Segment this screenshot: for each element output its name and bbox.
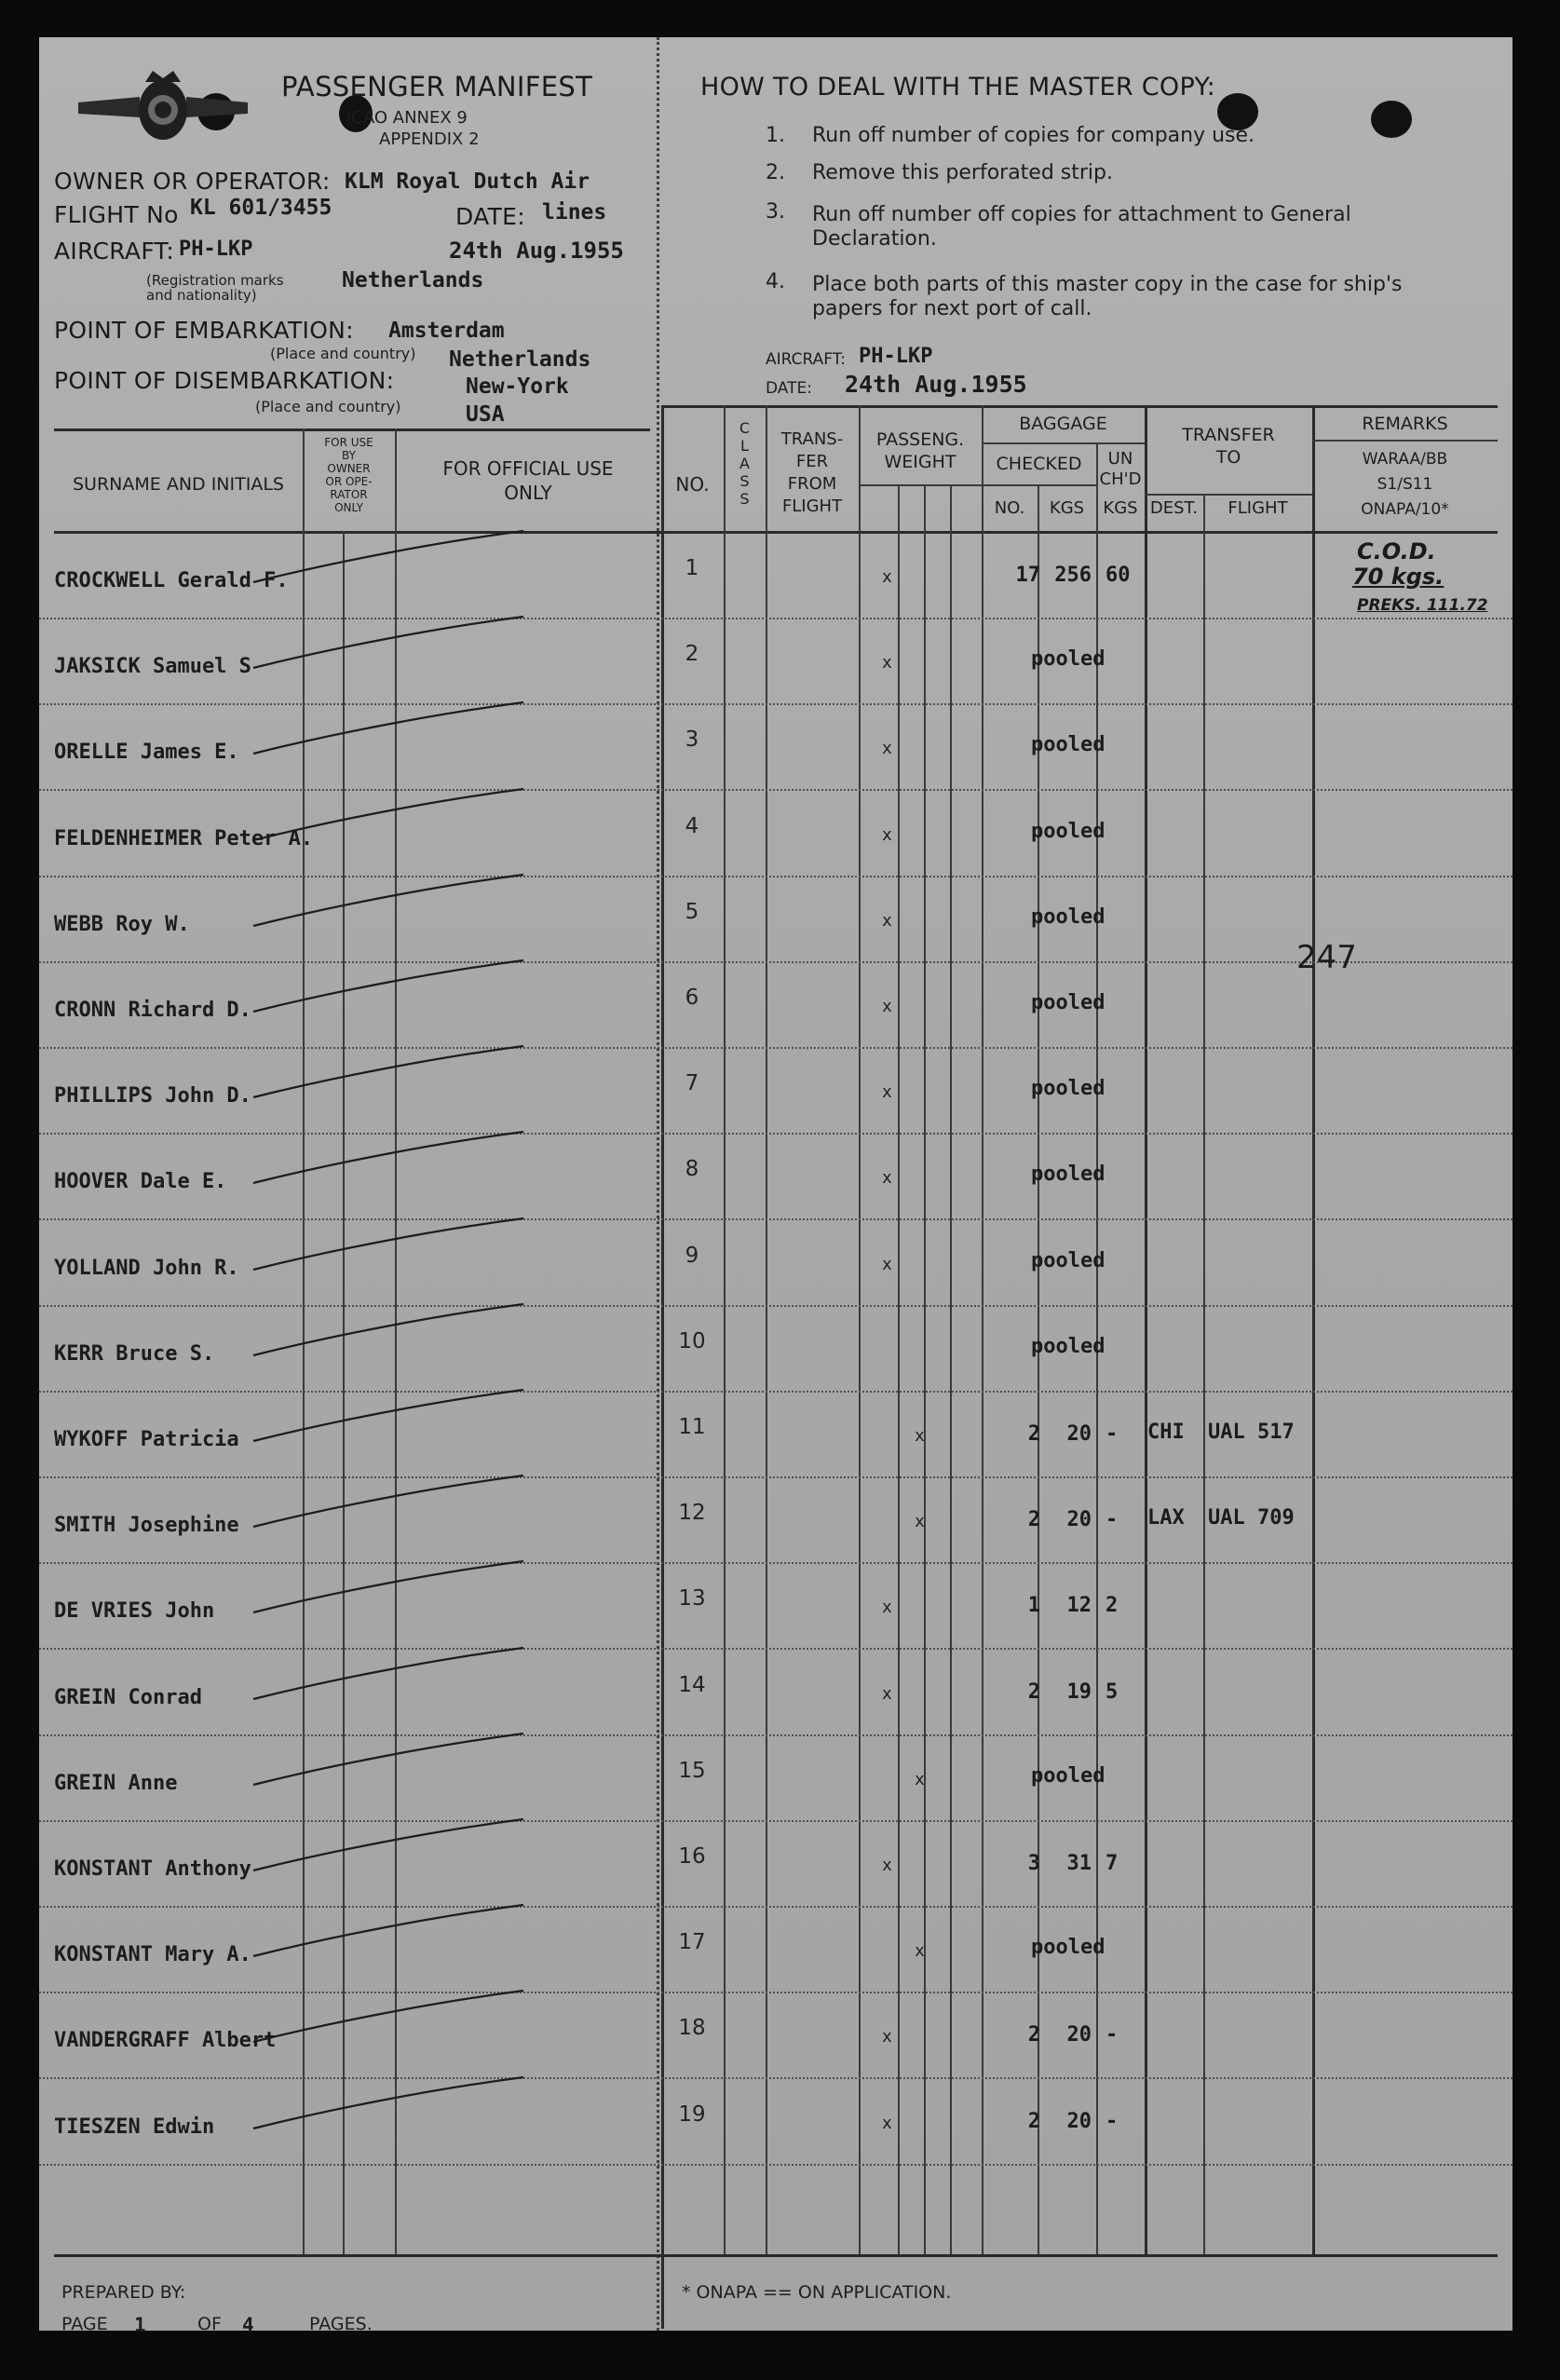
passenger-number: 2 [685, 642, 699, 666]
pen-stroke [244, 2073, 579, 2138]
remark-cod: C.O.D. [1357, 538, 1436, 564]
baggage-pooled: pooled [1031, 1077, 1106, 1100]
pages-label: PAGES. [309, 2314, 373, 2334]
baggage-kgs: 20 [1066, 2023, 1092, 2047]
baggage-count: 2 [1027, 1680, 1040, 1704]
disembark-label: POINT OF DISEMBARKATION: [54, 367, 395, 394]
passenger-number: 6 [685, 986, 699, 1010]
passenger-number: 9 [685, 1244, 699, 1268]
instr-aircraft-value: PH-LKP [859, 345, 933, 368]
passenger-name: FELDENHEIMER Peter A. [54, 827, 314, 850]
weight-mark: x [915, 1770, 925, 1789]
baggage-count: 17 [1015, 564, 1040, 587]
row-divider [39, 2164, 1513, 2166]
weight-mark: x [882, 653, 892, 673]
passenger-number: 18 [678, 2016, 706, 2040]
table-row [39, 536, 1513, 621]
date-label: DATE: [455, 203, 525, 230]
col-remarks: REMARKS [1362, 414, 1448, 434]
table-row [39, 621, 1513, 707]
baggage-pooled: pooled [1031, 647, 1106, 671]
unchecked-kgs: 5 [1106, 1680, 1119, 1704]
baggage-kgs: 19 [1066, 1680, 1092, 1704]
passenger-number: 13 [678, 1586, 706, 1611]
table-row [39, 1738, 1513, 1824]
passenger-number: 16 [678, 1844, 706, 1869]
pen-stroke [244, 1385, 579, 1450]
col-unchd: UN CH'D [1099, 449, 1142, 489]
table-row [39, 1309, 1513, 1394]
passenger-name: CRONN Richard D. [54, 999, 251, 1022]
flight-value: KL 601/3455 [190, 196, 332, 220]
instruction-text: Run off number of copies for company use. [812, 124, 1255, 147]
passenger-number: 14 [678, 1673, 706, 1697]
icao-annex: ICAO ANNEX 9 [346, 108, 468, 128]
onapa-note: * ONAPA == ON APPLICATION. [682, 2282, 952, 2303]
passenger-name: CROCKWELL Gerald F. [54, 569, 289, 592]
owner-label: OWNER OR OPERATOR: [54, 168, 331, 195]
pen-stroke [244, 1214, 579, 1279]
instruction-number: 3. [766, 200, 785, 224]
passenger-name: DE VRIES John [54, 1599, 215, 1623]
remark-kgs: 70 kgs. [1352, 564, 1445, 590]
weight-mark: x [882, 2027, 892, 2047]
pen-stroke [244, 1127, 579, 1192]
embark-value: Amsterdam [388, 319, 505, 343]
checked-rule [982, 484, 1096, 486]
table-top-rule-left [54, 428, 650, 431]
pen-stroke [244, 784, 579, 850]
passenger-name: YOLLAND John R. [54, 1257, 239, 1280]
table-row [39, 1995, 1513, 2081]
col-bag-no: NO. [994, 498, 1025, 518]
table-row [39, 1910, 1513, 1995]
manifest-title: PASSENGER MANIFEST [281, 71, 593, 102]
passenger-name: WYKOFF Patricia [54, 1428, 239, 1451]
passenger-number: 7 [685, 1071, 699, 1095]
passenger-number: 10 [678, 1329, 706, 1353]
passenger-number: 3 [685, 728, 699, 752]
passenger-number: 11 [678, 1415, 706, 1439]
aircraft-nationality: Netherlands [342, 268, 484, 292]
baggage-kgs: 12 [1066, 1594, 1092, 1617]
instructions-title: HOW TO DEAL WITH THE MASTER COPY: [700, 73, 1216, 102]
col-surname: SURNAME AND INITIALS [73, 474, 284, 495]
instruction-text: Remove this perforated strip. [812, 161, 1114, 184]
embark-label: POINT OF EMBARKATION: [54, 317, 354, 344]
of-value: 4 [242, 2314, 254, 2336]
prepared-by: PREPARED BY: [61, 2282, 186, 2303]
col-checked: CHECKED [996, 454, 1082, 474]
weight-mark: x [882, 825, 892, 845]
passenger-number: 17 [678, 1930, 706, 1954]
passenger-name: JAKSICK Samuel S [54, 655, 251, 678]
weight-mark: x [882, 1598, 892, 1617]
weight-mark: x [915, 1941, 925, 1961]
transfer-dest: CHI [1147, 1421, 1185, 1444]
instr-aircraft-label: AIRCRAFT: [766, 350, 846, 369]
baggage-count: 2 [1027, 2110, 1040, 2133]
baggage-count: 1 [1027, 1594, 1040, 1617]
registration-note: (Registration marks and nationality) [146, 272, 284, 304]
col-remarks-sub: WARAA/BB S1/S11 ONAPA/10* [1361, 450, 1449, 519]
passenger-name: GREIN Anne [54, 1772, 178, 1795]
baggage-pooled: pooled [1031, 1163, 1106, 1186]
aircraft-value: PH-LKP [179, 238, 253, 261]
passenger-number: 4 [685, 814, 699, 838]
baggage-rule [982, 442, 1145, 444]
weight-mark: x [882, 997, 892, 1016]
baggage-count: 2 [1027, 1422, 1040, 1446]
table-row [39, 1566, 1513, 1652]
passenger-name: SMITH Josephine [54, 1514, 239, 1537]
klm-crown-logo [75, 65, 251, 149]
col-dest: DEST. [1149, 498, 1199, 518]
col-transfer-to: TRANSFER TO [1182, 425, 1275, 468]
unchecked-kgs: - [1106, 1508, 1119, 1531]
pen-stroke [244, 1299, 579, 1365]
flight-label: FLIGHT No [54, 201, 179, 228]
baggage-pooled: pooled [1031, 905, 1106, 929]
table-row [39, 794, 1513, 879]
unchecked-kgs: - [1106, 2023, 1119, 2047]
baggage-count: 3 [1027, 1852, 1040, 1875]
table-row [39, 1480, 1513, 1566]
baggage-kgs: 20 [1066, 1508, 1092, 1531]
weight-mark: x [882, 1082, 892, 1102]
punch-hole [1371, 101, 1412, 138]
baggage-pooled: pooled [1031, 991, 1106, 1014]
table-row [39, 2082, 1513, 2168]
baggage-pooled: pooled [1031, 733, 1106, 756]
pen-stroke [244, 1557, 579, 1622]
unchecked-kgs: - [1106, 1422, 1119, 1446]
passenger-name: WEBB Roy W. [54, 913, 190, 936]
pen-stroke [244, 956, 579, 1021]
instruction-text: Run off number off copies for attachment to General Declaration. [812, 203, 1351, 251]
instruction-number: 2. [766, 161, 785, 184]
col-transfer-from: TRANS- FER FROM FLIGHT [780, 429, 844, 516]
manifest-date-value: 24th Aug.1955 [449, 238, 624, 264]
weight-mark: x [882, 567, 892, 587]
passenger-number: 12 [678, 1501, 706, 1525]
weight-mark: x [882, 911, 892, 931]
aircraft-label: AIRCRAFT: [54, 238, 175, 265]
table-row [39, 1136, 1513, 1222]
table-bottom-rule [54, 2254, 1498, 2257]
of-label: OF [197, 2314, 222, 2334]
table-row [39, 1824, 1513, 1910]
baggage-kgs: 31 [1066, 1852, 1092, 1875]
col-no: NO. [675, 473, 710, 496]
appendix: APPENDIX 2 [379, 129, 480, 149]
owner-value-continued: lines [542, 200, 607, 224]
remark-preks: PREKS. 111.72 [1357, 596, 1488, 615]
baggage-kgs: 20 [1066, 1422, 1092, 1446]
pen-stroke [244, 1900, 579, 1965]
table-row [39, 1051, 1513, 1136]
instr-date-label: DATE: [766, 379, 812, 398]
remarks-rule [1312, 440, 1498, 442]
instruction-text: Place both parts of this master copy in the case for ship's papers for next port of call. [812, 273, 1403, 320]
pen-stroke [244, 1729, 579, 1794]
passenger-name: GREIN Conrad [54, 1686, 202, 1709]
baggage-pooled: pooled [1031, 1335, 1106, 1358]
instruction-number: 4. [766, 270, 785, 293]
weight-mark: x [882, 1684, 892, 1704]
passenger-number: 8 [685, 1157, 699, 1181]
pen-stroke [244, 612, 579, 677]
table-row [39, 879, 1513, 965]
pen-stroke [244, 1041, 579, 1107]
weight-mark: x [882, 1255, 892, 1274]
col-owner-use: FOR USE BY OWNER OR OPE- RATOR ONLY [324, 436, 373, 514]
pen-stroke [244, 526, 579, 592]
col-unchd-kgs: KGS [1103, 498, 1138, 518]
baggage-kgs: 256 [1054, 564, 1092, 587]
weight-rule [859, 484, 982, 486]
embark-place-note: (Place and country) [270, 345, 416, 362]
table-row [39, 965, 1513, 1051]
instruction-number: 1. [766, 124, 785, 147]
transfer-rule [1145, 494, 1312, 496]
col-official-use: FOR OFFICIAL USE ONLY [442, 457, 614, 504]
disembark-place-note: (Place and country) [255, 398, 401, 415]
passenger-name: TIESZEN Edwin [54, 2115, 215, 2139]
pen-stroke [244, 1815, 579, 1880]
baggage-kgs: 20 [1066, 2110, 1092, 2133]
baggage-pooled: pooled [1031, 1764, 1106, 1788]
passenger-name: KONSTANT Anthony [54, 1857, 251, 1881]
passenger-name: KERR Bruce S. [54, 1342, 215, 1366]
table-top-rule-right [661, 405, 1498, 408]
footer-divider [661, 2254, 664, 2329]
weight-mark: x [882, 2114, 892, 2133]
pen-stroke [244, 1643, 579, 1708]
weight-mark: x [882, 1168, 892, 1188]
instr-date-value: 24th Aug.1955 [845, 371, 1027, 398]
baggage-pooled: pooled [1031, 1936, 1106, 1959]
disembark-value: New-York [466, 374, 569, 399]
weight-mark: x [882, 739, 892, 758]
page-value: 1 [134, 2314, 146, 2336]
table-row [39, 1223, 1513, 1309]
unchecked-kgs: 2 [1106, 1594, 1119, 1617]
col-baggage: BAGGAGE [1019, 414, 1107, 434]
passenger-name: VANDERGRAFF Albert [54, 2029, 277, 2052]
passenger-number: 5 [685, 900, 699, 924]
unchecked-kgs: 60 [1106, 564, 1131, 587]
owner-value: KLM Royal Dutch Air [345, 170, 590, 194]
pen-stroke [244, 1471, 579, 1536]
col-class: C L A S S [739, 419, 751, 508]
passenger-number: 19 [678, 2102, 706, 2127]
pen-stroke [244, 698, 579, 763]
col-flight: FLIGHT [1228, 498, 1288, 518]
passenger-name: KONSTANT Mary A. [54, 1943, 251, 1966]
pen-stroke [244, 1986, 579, 2051]
col-bag-kgs: KGS [1049, 498, 1085, 518]
transfer-flight: UAL 517 [1208, 1421, 1295, 1444]
disembark-country: USA [466, 402, 505, 427]
table-row [39, 707, 1513, 793]
unchecked-kgs: - [1106, 2110, 1119, 2133]
transfer-dest: LAX [1147, 1506, 1185, 1530]
table-row [39, 1394, 1513, 1480]
passenger-number: 1 [685, 556, 699, 580]
baggage-count: 2 [1027, 1508, 1040, 1531]
handwritten-number: 247 [1296, 939, 1357, 976]
pen-stroke [244, 870, 579, 935]
baggage-pooled: pooled [1031, 1249, 1106, 1272]
table-row [39, 1652, 1513, 1738]
transfer-flight: UAL 709 [1208, 1506, 1295, 1530]
unchecked-kgs: 7 [1106, 1852, 1119, 1875]
weight-mark: x [915, 1512, 925, 1531]
manifest-sheet [39, 37, 1513, 2336]
weight-mark: x [882, 1856, 892, 1875]
passenger-name: PHILLIPS John D. [54, 1084, 251, 1108]
weight-mark: x [915, 1426, 925, 1446]
col-passeng-weight: PASSENG. WEIGHT [875, 429, 965, 472]
baggage-pooled: pooled [1031, 820, 1106, 843]
passenger-number: 15 [678, 1759, 706, 1783]
embark-country: Netherlands [449, 347, 591, 372]
passenger-name: HOOVER Dale E. [54, 1170, 227, 1193]
baggage-count: 2 [1027, 2023, 1040, 2047]
passenger-name: ORELLE James E. [54, 741, 239, 764]
page-label: PAGE [61, 2314, 108, 2334]
